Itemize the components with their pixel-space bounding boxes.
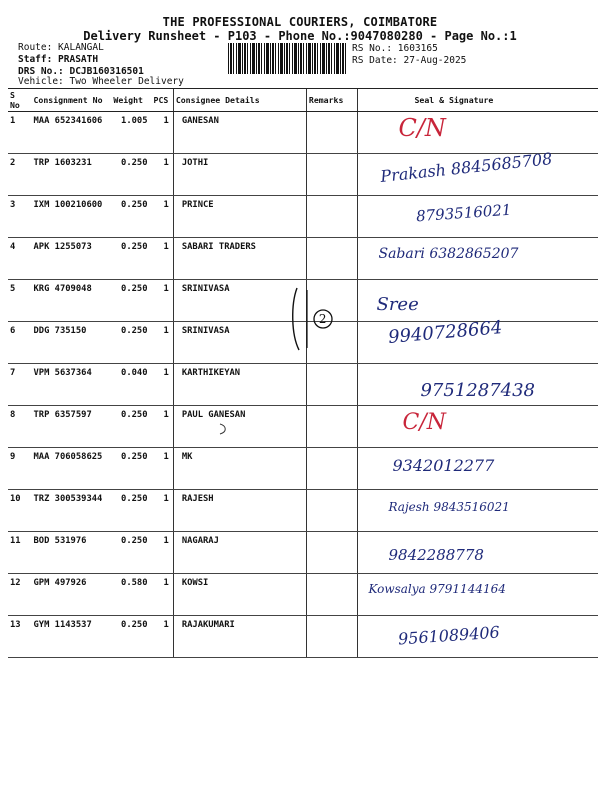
row-consignee: RAJESH: [173, 490, 306, 532]
company-title: THE PROFESSIONAL COURIERS, COIMBATORE: [162, 15, 438, 29]
signature: Sree: [376, 294, 419, 315]
runsheet-table: [8, 88, 598, 658]
row-consignee: SABARI TRADERS: [173, 238, 306, 280]
row-sno: 5: [8, 280, 31, 322]
table-row: [8, 574, 598, 616]
signature: C/N: [398, 114, 446, 142]
table-row: [8, 364, 598, 406]
table-row: [8, 196, 598, 238]
row-remarks: [306, 364, 358, 406]
row-consignment: IXM 100210600: [31, 196, 111, 238]
signature: 9561089406: [397, 622, 501, 649]
rs-number: RS No.: 1603165: [352, 43, 438, 54]
row-consignment: TRZ 300539344: [31, 490, 111, 532]
col-consignment: Consignment No: [31, 89, 111, 112]
table-row: [8, 112, 598, 154]
vehicle-label: Vehicle: Two Wheeler Delivery: [18, 76, 184, 87]
signature: 9342012277: [392, 456, 495, 475]
signature: Prakash 8845685708: [379, 149, 554, 186]
row-pcs: 1: [152, 532, 174, 574]
signature: 8793516021: [415, 200, 513, 226]
row-sno: 8: [8, 406, 31, 448]
row-pcs: 1: [152, 616, 174, 658]
row-remarks: [306, 616, 358, 658]
signature: Rajesh 9843516021: [388, 500, 510, 514]
pencil-mark-icon: [216, 422, 230, 436]
row-signature-cell: [358, 448, 598, 490]
row-pcs: 1: [152, 490, 174, 532]
runsheet-subtitle: Delivery Runsheet - P103 - Phone No.:9047080280 - Page No.:1: [83, 29, 517, 43]
row-sno: 2: [8, 154, 31, 196]
row-signature-cell: [358, 616, 598, 658]
signature: Sabari 6382865207: [378, 246, 519, 262]
row-remarks: [306, 196, 358, 238]
row-consignee: GANESAN: [173, 112, 306, 154]
row-remarks: [306, 574, 358, 616]
row-consignment: BOD 531976: [31, 532, 111, 574]
row-remarks: [306, 490, 358, 532]
row-sno: 4: [8, 238, 31, 280]
row-sno: 11: [8, 532, 31, 574]
row-consignee: KARTHIKEYAN: [173, 364, 306, 406]
row-signature-cell: [358, 364, 598, 406]
table-row: [8, 490, 598, 532]
table-row: [8, 322, 598, 364]
col-weight: Weight: [111, 89, 151, 112]
row-consignee: KOWSI: [173, 574, 306, 616]
row-pcs: 1: [152, 322, 174, 364]
row-remarks: [306, 448, 358, 490]
signature: Kowsalya 9791144164: [368, 582, 506, 596]
row-remarks: [306, 238, 358, 280]
row-pcs: 1: [152, 280, 174, 322]
row-sno: 10: [8, 490, 31, 532]
row-weight: 0.580: [111, 574, 151, 616]
row-signature-cell: [358, 490, 598, 532]
rs-date: RS Date: 27-Aug-2025: [352, 55, 467, 66]
row-weight: 0.250: [111, 532, 151, 574]
row-consignment: MAA 706058625: [31, 448, 111, 490]
row-remarks: [306, 112, 358, 154]
row-consignment: KRG 4709048: [31, 280, 111, 322]
col-pcs: PCS: [152, 89, 174, 112]
row-consignee: RAJAKUMARI: [173, 616, 306, 658]
row-consignment: GYM 1143537: [31, 616, 111, 658]
row-consignment: TRP 6357597: [31, 406, 111, 448]
row-pcs: 1: [152, 196, 174, 238]
row-signature-cell: [358, 280, 598, 322]
row-pcs: 1: [152, 154, 174, 196]
row-signature-cell: [358, 532, 598, 574]
row-weight: 0.250: [111, 490, 151, 532]
col-remarks: Remarks: [306, 89, 358, 112]
row-consignee: [173, 406, 306, 448]
row-weight: 0.250: [111, 238, 151, 280]
row-consignment: TRP 1603231: [31, 154, 111, 196]
col-sno: S No: [8, 89, 31, 112]
row-remarks: [306, 406, 358, 448]
table-row: [8, 532, 598, 574]
row-consignee: PRINCE: [173, 196, 306, 238]
row-remarks: [306, 532, 358, 574]
row-signature-cell: [358, 149, 598, 196]
row-signature-cell: [358, 112, 598, 154]
row-sno: 12: [8, 574, 31, 616]
row-remarks: [306, 312, 358, 364]
row-consignment: GPM 497926: [31, 574, 111, 616]
row-weight: 0.250: [111, 616, 151, 658]
row-signature-cell: [358, 574, 598, 616]
row-weight: 0.250: [111, 322, 151, 364]
row-sno: 1: [8, 112, 31, 154]
row-weight: 0.250: [111, 196, 151, 238]
row-weight: 0.040: [111, 364, 151, 406]
remarks-mark: 2: [318, 312, 327, 326]
row-sno: 7: [8, 364, 31, 406]
row-sno: 6: [8, 322, 31, 364]
row-weight: 0.250: [111, 280, 151, 322]
table-row: [8, 238, 598, 280]
row-consignment: MAA 652341606: [31, 112, 111, 154]
table-row: [8, 154, 598, 196]
row-sno: 9: [8, 448, 31, 490]
col-consignee: Consignee Details: [173, 89, 306, 112]
row-signature-cell: [358, 317, 598, 364]
col-seal: Seal & Signature: [358, 89, 598, 112]
table-header-row: [8, 89, 598, 112]
row-signature-cell: [358, 406, 598, 448]
row-sno: 13: [8, 616, 31, 658]
table-row: [8, 448, 598, 490]
row-pcs: 1: [152, 364, 174, 406]
signature: 9751287438: [420, 380, 536, 401]
route-label: Route: KALANGAL: [18, 42, 104, 53]
row-consignee: NAGARAJ: [173, 532, 306, 574]
row-weight: 1.005: [111, 112, 151, 154]
signature: 9940728664: [387, 317, 504, 348]
row-consignment: VPM 5637364: [31, 364, 111, 406]
row-pcs: 1: [152, 574, 174, 616]
row-weight: 0.250: [111, 406, 151, 448]
row-consignment: DDG 735150: [31, 322, 111, 364]
table-row: [8, 406, 598, 448]
row-consignee-text: PAUL GANESAN: [181, 410, 246, 420]
row-consignee: JOTHI: [173, 154, 306, 196]
row-weight: 0.250: [111, 154, 151, 196]
row-signature-cell: [358, 196, 598, 238]
row-remarks: [306, 154, 358, 196]
row-consignee: SRINIVASA: [173, 322, 306, 364]
table-row: [8, 616, 598, 658]
row-weight: 0.250: [111, 448, 151, 490]
row-sno: 3: [8, 196, 31, 238]
row-pcs: 1: [152, 448, 174, 490]
row-consignee: SRINIVASA: [173, 280, 306, 322]
drs-number: DRS No.: DCJB160316501: [18, 66, 144, 77]
signature: 9842288778: [388, 546, 484, 564]
staff-label: Staff: PRASATH: [18, 54, 99, 65]
barcode-image: [228, 43, 348, 74]
row-pcs: 1: [152, 238, 174, 280]
row-consignment: APK 1255073: [31, 238, 111, 280]
row-pcs: 1: [152, 112, 174, 154]
row-consignee: MK: [173, 448, 306, 490]
row-pcs: 1: [152, 406, 174, 448]
signature: C/N: [402, 410, 446, 435]
row-signature-cell: [358, 238, 598, 280]
